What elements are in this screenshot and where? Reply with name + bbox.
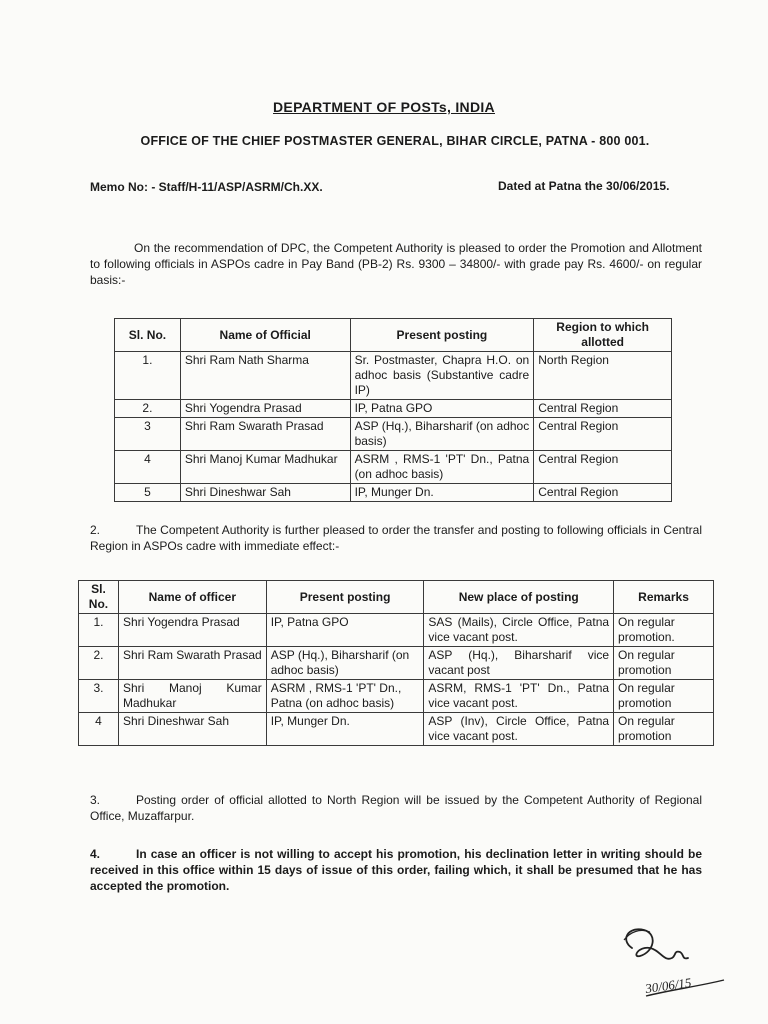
cell-sl-no: 1. — [79, 614, 119, 647]
cell-name: Shri Ram Swarath Prasad — [180, 418, 350, 451]
cell-new-posting: SAS (Mails), Circle Office, Patna vice vacant post. — [424, 614, 614, 647]
cell-sl-no: 4 — [115, 451, 181, 484]
paragraph-text: Posting order of official allotted to North Region will be issued by the Competent Authority of Regional Office, Muzaffarpur. — [90, 793, 702, 823]
table-row — [79, 614, 714, 647]
cell-region: North Region — [534, 352, 672, 400]
cell-present-posting: ASP (Hq.), Biharsharif (on adhoc basis) — [350, 418, 534, 451]
cell-remarks: On regular promotion. — [614, 614, 714, 647]
table-row — [115, 451, 672, 484]
cell-present-posting: IP, Patna GPO — [350, 400, 534, 418]
col-header-new-posting: New place of posting — [424, 581, 614, 614]
office-title: OFFICE OF THE CHIEF POSTMASTER GENERAL, BIHAR CIRCLE, PATNA - 800 001. — [140, 134, 650, 148]
col-header-name: Name of Official — [180, 319, 350, 352]
col-header-sl-no: Sl. No. — [115, 319, 181, 352]
col-header-present-posting: Present posting — [350, 319, 534, 352]
transfer-table — [78, 580, 714, 746]
memo-date: Dated at Patna the 30/06/2015. — [498, 179, 670, 193]
paragraph-4 — [90, 846, 702, 894]
cell-remarks: On regular promotion — [614, 647, 714, 680]
table-row — [79, 647, 714, 680]
cell-present-posting: ASRM , RMS-1 'PT' Dn., Patna (on adhoc basis) — [350, 451, 534, 484]
cell-name: Shri Yogendra Prasad — [118, 614, 266, 647]
paragraph-text: In case an officer is not willing to accept his promotion, his declination letter in writing should be received in this office within 15 days of issue of this order, failing which, it shall be presumed that he has accepted the promotion. — [90, 847, 702, 893]
table-row — [115, 418, 672, 451]
cell-present-posting: ASRM , RMS-1 'PT' Dn., Patna (on adhoc basis) — [266, 680, 424, 713]
cell-region: Central Region — [534, 484, 672, 502]
cell-present-posting: IP, Munger Dn. — [266, 713, 424, 746]
cell-sl-no: 3. — [79, 680, 119, 713]
cell-region: Central Region — [534, 451, 672, 484]
paragraph-number: 4. — [90, 847, 101, 861]
cell-new-posting: ASP (Inv), Circle Office, Patna vice vacant post. — [424, 713, 614, 746]
cell-present-posting: IP, Munger Dn. — [350, 484, 534, 502]
table-row — [79, 713, 714, 746]
cell-name: Shri Ram Swarath Prasad — [118, 647, 266, 680]
cell-sl-no: 1. — [115, 352, 181, 400]
cell-name: Shri Dineshwar Sah — [118, 713, 266, 746]
col-header-name: Name of officer — [118, 581, 266, 614]
paragraph-text: The Competent Authority is further pleased to order the transfer and posting to following officials in Central Region in ASPOs cadre with immediate effect:- — [90, 523, 702, 553]
cell-sl-no: 4 — [79, 713, 119, 746]
department-title: DEPARTMENT OF POSTs, INDIA — [273, 99, 495, 115]
cell-name: Shri Manoj Kumar Madhukar — [118, 680, 266, 713]
cell-present-posting: Sr. Postmaster, Chapra H.O. on adhoc basis (Substantive cadre IP) — [350, 352, 534, 400]
paragraph-number: 2. — [90, 523, 101, 537]
table-row — [79, 680, 714, 713]
cell-region: Central Region — [534, 418, 672, 451]
paragraph-1: On the recommendation of DPC, the Competent Authority is pleased to order the Promotion and Allotment to following officials in ASPOs cadre in Pay Band (PB-2) Rs. 9300 – 34800/- with grade pay Rs. 4600/- on regular basis:- — [90, 241, 702, 287]
cell-region: Central Region — [534, 400, 672, 418]
cell-remarks: On regular promotion — [614, 713, 714, 746]
paragraph-2 — [90, 522, 702, 554]
cell-name: Shri Yogendra Prasad — [180, 400, 350, 418]
cell-present-posting: ASP (Hq.), Biharsharif (on adhoc basis) — [266, 647, 424, 680]
col-header-remarks: Remarks — [614, 581, 714, 614]
paragraph-number: 3. — [90, 793, 101, 807]
paragraph-3 — [90, 792, 702, 824]
col-header-region: Region to which allotted — [534, 319, 672, 352]
table-header-row — [115, 319, 672, 352]
table-header-row — [79, 581, 714, 614]
cell-name: Shri Ram Nath Sharma — [180, 352, 350, 400]
col-header-present-posting: Present posting — [266, 581, 424, 614]
cell-new-posting: ASRM, RMS-1 'PT' Dn., Patna vice vacant post. — [424, 680, 614, 713]
memo-number: Memo No: - Staff/H-11/ASP/ASRM/Ch.XX. — [90, 180, 323, 194]
signature — [610, 918, 730, 1013]
cell-sl-no: 2. — [79, 647, 119, 680]
table-row — [115, 400, 672, 418]
cell-sl-no: 2. — [115, 400, 181, 418]
cell-remarks: On regular promotion — [614, 680, 714, 713]
cell-sl-no: 5 — [115, 484, 181, 502]
col-header-sl-no: Sl. No. — [79, 581, 119, 614]
signature-date: 30/06/15 — [644, 974, 693, 996]
cell-new-posting: ASP (Hq.), Biharsharif vice vacant post — [424, 647, 614, 680]
cell-name: Shri Manoj Kumar Madhukar — [180, 451, 350, 484]
cell-present-posting: IP, Patna GPO — [266, 614, 424, 647]
table-row — [115, 352, 672, 400]
cell-sl-no: 3 — [115, 418, 181, 451]
table-row — [115, 484, 672, 502]
promotion-table — [114, 318, 672, 502]
cell-name: Shri Dineshwar Sah — [180, 484, 350, 502]
